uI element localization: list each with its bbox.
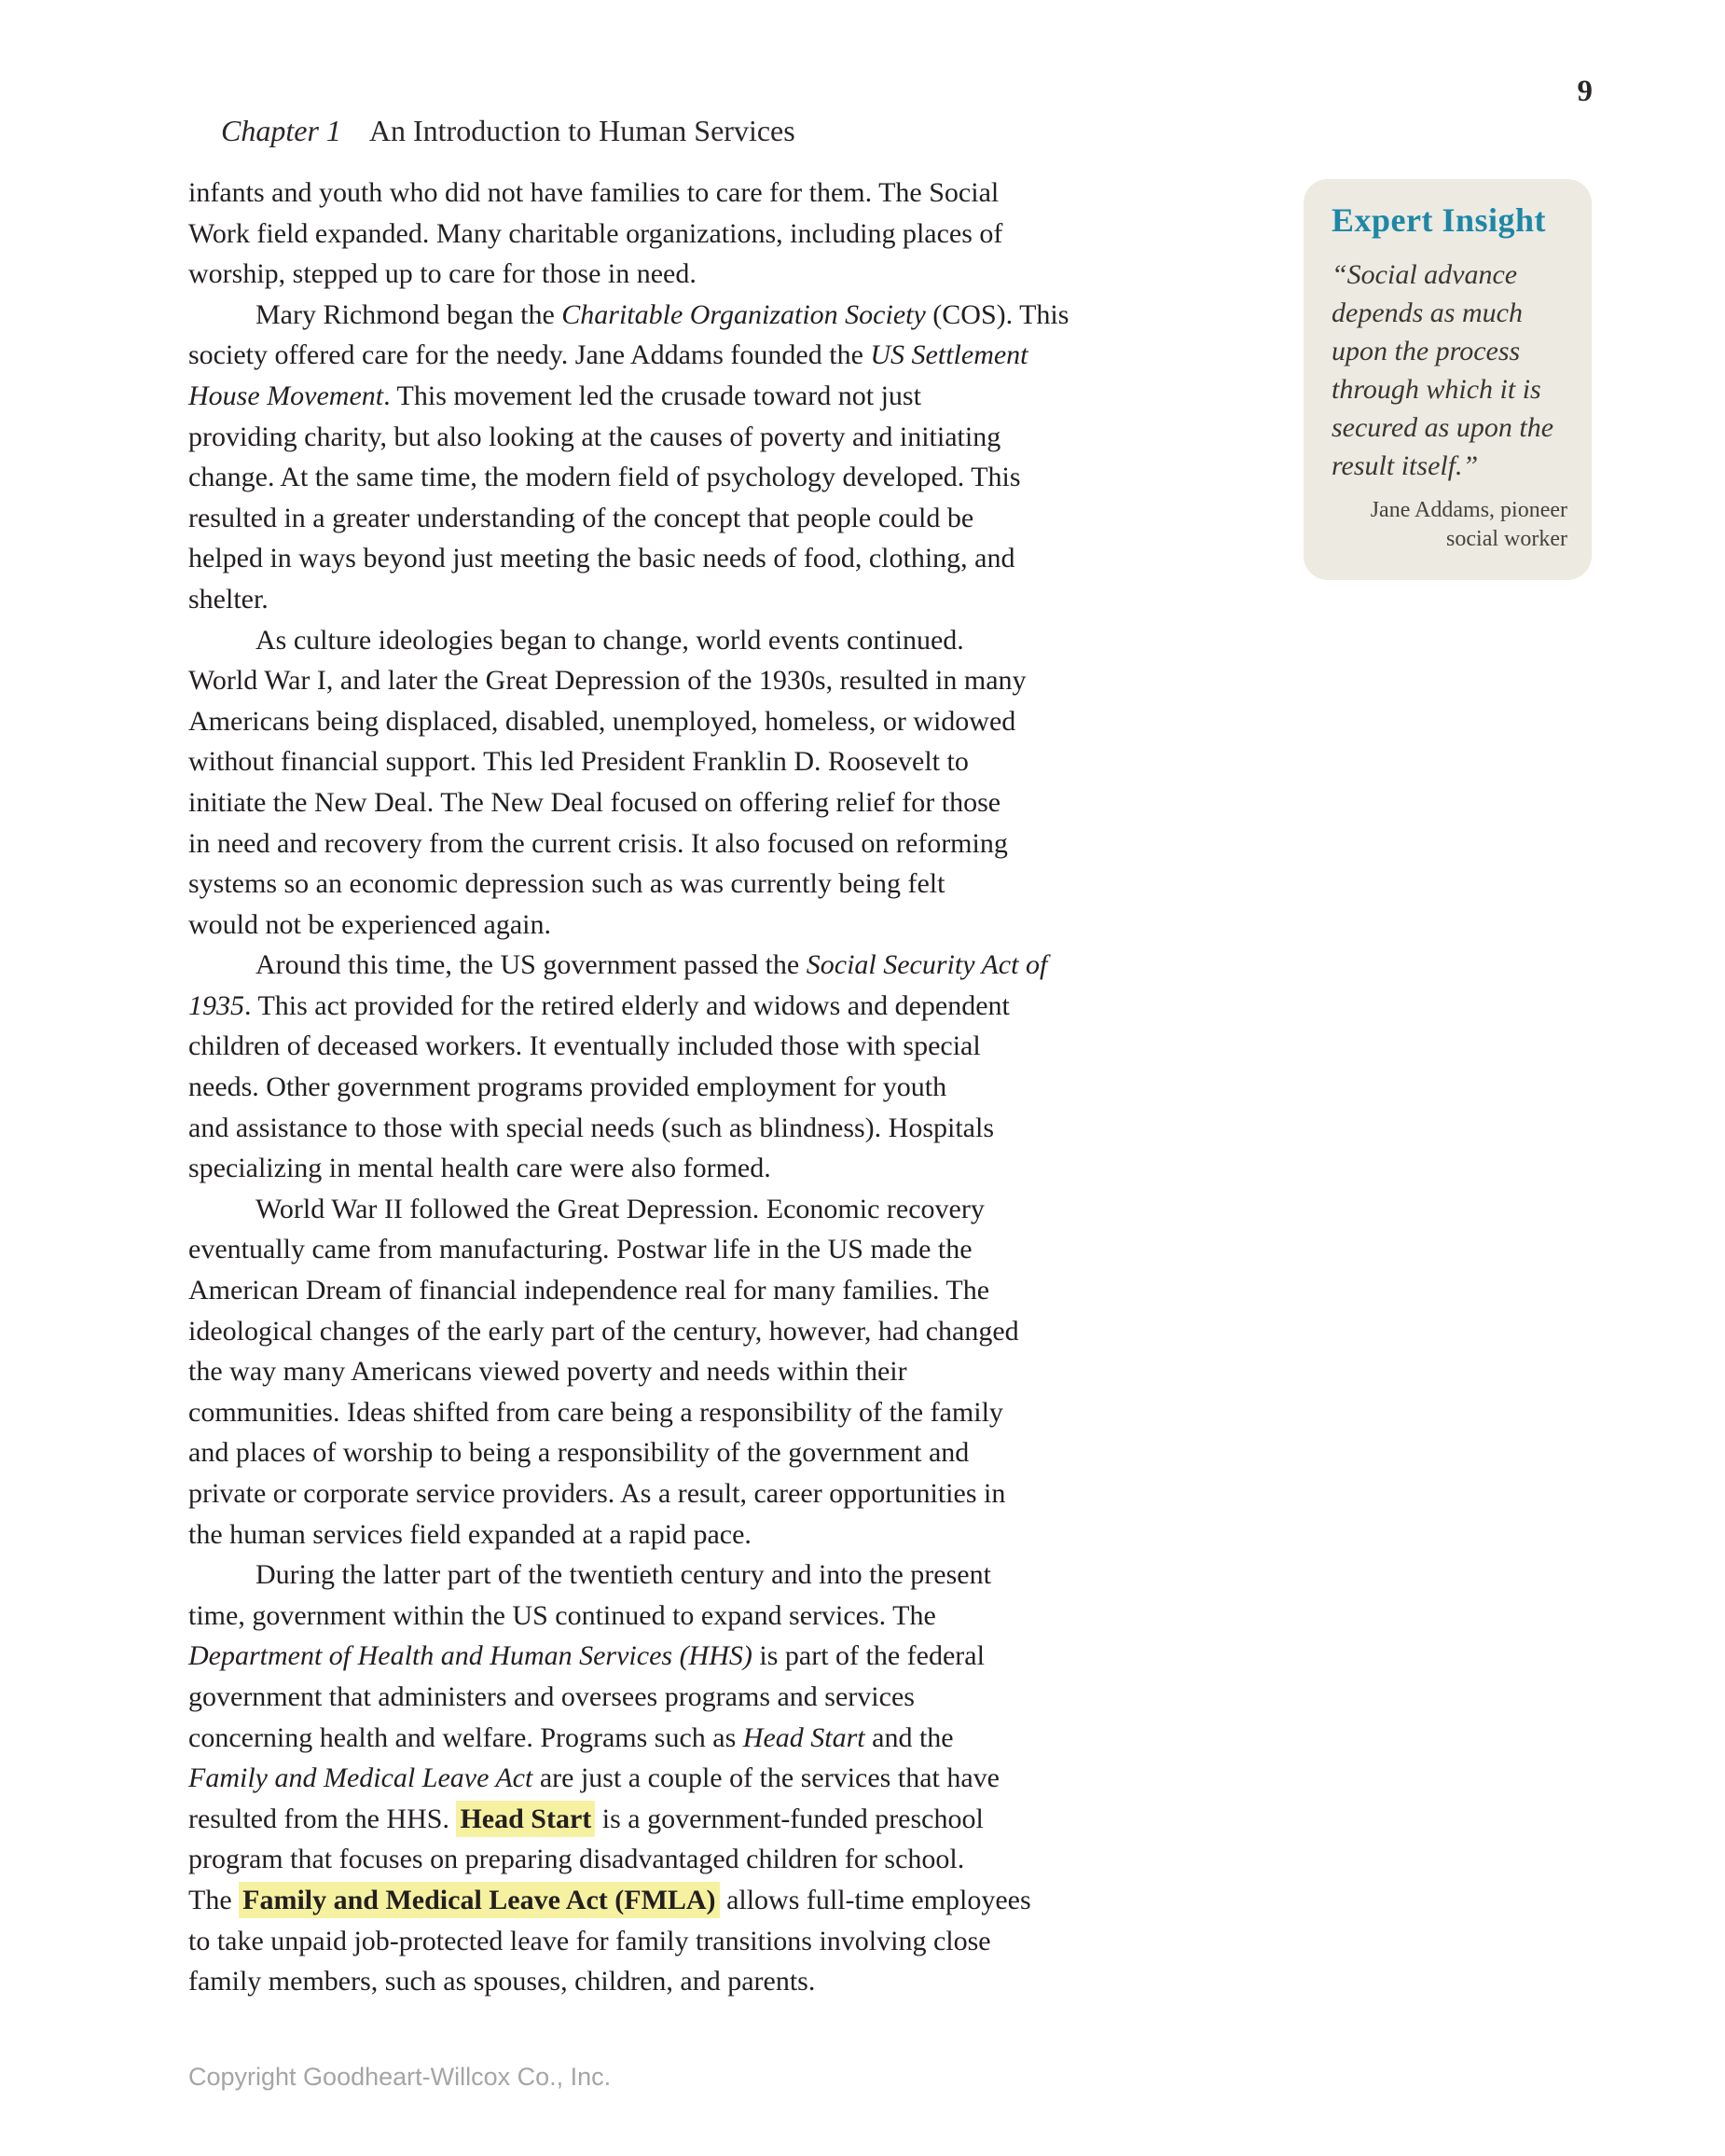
text-line (188, 1311, 1251, 1352)
text-line (188, 254, 1251, 295)
text-line (188, 417, 1251, 458)
text-line (188, 295, 1251, 336)
highlighted-term: Head Start (456, 1801, 595, 1837)
text-line (188, 173, 1251, 214)
text-run: providing charity, but also looking at the causes of poverty and initiating (188, 421, 1001, 452)
quote-attribution: Jane Addams, pioneer social worker (1370, 498, 1567, 551)
text-run: Around this time, the US government passed the (255, 949, 807, 981)
expert-insight-title: Expert Insight (1332, 201, 1547, 239)
text-run: . This movement led the crusade toward not just (383, 380, 921, 411)
text-line (188, 1189, 1251, 1230)
text-run: helped in ways beyond just meeting the basic needs of food, clothing, and (188, 543, 1015, 574)
text-run: systems so an economic depression such as was currently being felt (188, 868, 945, 900)
text-line (188, 498, 1251, 539)
text-line (188, 741, 1251, 782)
text-run: the way many Americans viewed poverty and needs within their (188, 1356, 907, 1388)
text-run: to take unpaid job-protected leave for family transitions involving close (188, 1925, 991, 1956)
text-line (188, 701, 1251, 742)
text-line (188, 782, 1251, 823)
text-line (188, 1961, 1251, 2002)
text-line (188, 1392, 1251, 1433)
text-line (188, 1229, 1251, 1270)
paragraph (188, 1189, 1251, 1555)
text-run: Charitable Organization Society (561, 298, 926, 330)
text-line (188, 1108, 1251, 1149)
text-run: private or corporate service providers. As a result, career opportunities in (188, 1478, 1006, 1509)
expert-insight-box (1304, 179, 1592, 580)
text-line (188, 1148, 1251, 1189)
text-line (188, 864, 1251, 905)
highlighted-term: Family and Medical Leave Act (FMLA) (239, 1882, 719, 1918)
text-run: program that focuses on preparing disadvantaged children for school. (188, 1844, 965, 1875)
text-line (188, 1351, 1251, 1392)
page-header (191, 75, 795, 187)
copyright-footer: Copyright Goodheart-Willcox Co., Inc. (188, 2063, 612, 2091)
paragraph (188, 173, 1251, 295)
text-line (188, 579, 1251, 620)
text-line (188, 1432, 1251, 1473)
expert-insight-quote: “Social advance depends as much upon the process through which it is secured as upon the result itself.” (1332, 259, 1554, 481)
text-run: infants and youth who did not have families to care for them. The Social (188, 177, 1000, 208)
text-run: The (188, 1884, 240, 1915)
text-run: and assistance to those with special needs (such as blindness). Hospitals (188, 1112, 994, 1143)
text-line (188, 335, 1251, 376)
text-line (188, 1473, 1251, 1514)
text-line (188, 1636, 1251, 1677)
text-line (188, 1799, 1251, 1840)
text-run: family members, such as spouses, children, and parents. (188, 1966, 816, 1997)
text-run: initiate the New Deal. The New Deal focused on offering relief for those (188, 786, 1001, 818)
text-run: Family and Medical Leave Act (188, 1762, 533, 1794)
text-line (188, 1270, 1251, 1311)
text-run: change. At the same time, the modern field of psychology developed. This (188, 462, 1021, 493)
text-run: House Movement (188, 380, 384, 411)
text-run: time, government within the US continued to expand services. The (188, 1599, 936, 1631)
text-run: is part of the federal (752, 1640, 985, 1672)
text-run: the human services field expanded at a rapid pace. (188, 1518, 752, 1550)
text-run: (COS). This (925, 298, 1070, 330)
text-run: Work field expanded. Many charitable organizations, including places of (188, 217, 1003, 249)
text-run: 1935 (188, 989, 244, 1021)
text-line (188, 1839, 1251, 1880)
paragraph (188, 1555, 1251, 2002)
text-line (188, 1880, 1251, 1921)
paragraph (188, 620, 1251, 946)
text-line (188, 376, 1251, 417)
text-run: US Settlement (870, 339, 1028, 371)
text-line (188, 986, 1251, 1027)
text-line (188, 1718, 1251, 1759)
text-line (188, 905, 1251, 946)
text-run: Americans being displaced, disabled, unemployed, homeless, or widowed (188, 705, 1016, 737)
text-run: Social Security Act of (806, 949, 1048, 981)
paragraph (188, 295, 1251, 620)
text-line (188, 1758, 1251, 1799)
text-line (188, 823, 1251, 864)
text-run: specializing in mental health care were also formed. (188, 1153, 771, 1184)
text-run: World War II followed the Great Depression. Economic recovery (255, 1193, 985, 1224)
text-run: resulted from the HHS. (188, 1803, 457, 1834)
text-line (188, 1596, 1251, 1637)
text-run: worship, stepped up to care for those in need. (188, 258, 697, 290)
text-run: Department of Health and Human Services (HHS) (188, 1640, 752, 1672)
text-line (188, 214, 1251, 255)
text-run: would not be experienced again. (188, 908, 552, 940)
text-run: and the (864, 1721, 954, 1753)
text-run: As culture ideologies began to change, world events continued. (255, 624, 964, 656)
text-line (188, 1067, 1251, 1108)
text-run: Head Start (742, 1721, 865, 1753)
text-run: allows full-time employees (719, 1884, 1031, 1915)
text-line (188, 1677, 1251, 1718)
text-run: children of deceased workers. It eventually included those with special (188, 1030, 981, 1062)
text-line (188, 1555, 1251, 1596)
text-run: government that administers and oversees programs and services (188, 1680, 915, 1712)
text-run: needs. Other government programs provided employment for youth (188, 1071, 947, 1103)
text-run: concerning health and welfare. Programs such as (188, 1721, 743, 1753)
text-run: During the latter part of the twentieth century and into the present (255, 1559, 991, 1591)
chapter-title: An Introduction to Human Services (368, 114, 795, 147)
page-number: 9 (1577, 75, 1593, 108)
text-run: Mary Richmond began the (255, 298, 562, 330)
text-run: American Dream of financial independence real for many families. The (188, 1275, 990, 1306)
text-run: communities. Ideas shifted from care being a responsibility of the family (188, 1396, 1003, 1428)
text-run: resulted in a greater understanding of the concept that people could be (188, 502, 974, 533)
text-run: eventually came from manufacturing. Postwar life in the US made the (188, 1234, 973, 1265)
text-run: shelter. (188, 583, 269, 615)
text-run: . This act provided for the retired elderly and widows and dependent (244, 989, 1010, 1021)
text-run: is a government-funded preschool (595, 1803, 984, 1834)
body-text (188, 173, 1251, 2002)
text-run: in need and recovery from the current crisis. It also focused on reforming (188, 827, 1008, 859)
paragraph (188, 945, 1251, 1189)
text-line (188, 1514, 1251, 1555)
text-line (188, 457, 1251, 498)
text-line (188, 660, 1251, 701)
text-line (188, 1026, 1251, 1067)
text-line (188, 538, 1251, 579)
text-run: without financial support. This led President Franklin D. Roosevelt to (188, 746, 969, 778)
text-run: are just a couple of the services that have (532, 1762, 1000, 1794)
text-line (188, 620, 1251, 661)
text-run: World War I, and later the Great Depression of the 1930s, resulted in many (188, 665, 1027, 697)
text-run: ideological changes of the early part of the century, however, had changed (188, 1315, 1019, 1347)
text-line (188, 1921, 1251, 1962)
text-run: society offered care for the needy. Jane Addams founded the (188, 339, 871, 371)
text-line (188, 945, 1251, 986)
chapter-label: Chapter 1 (221, 114, 341, 147)
text-run: and places of worship to being a responsibility of the government and (188, 1437, 970, 1469)
